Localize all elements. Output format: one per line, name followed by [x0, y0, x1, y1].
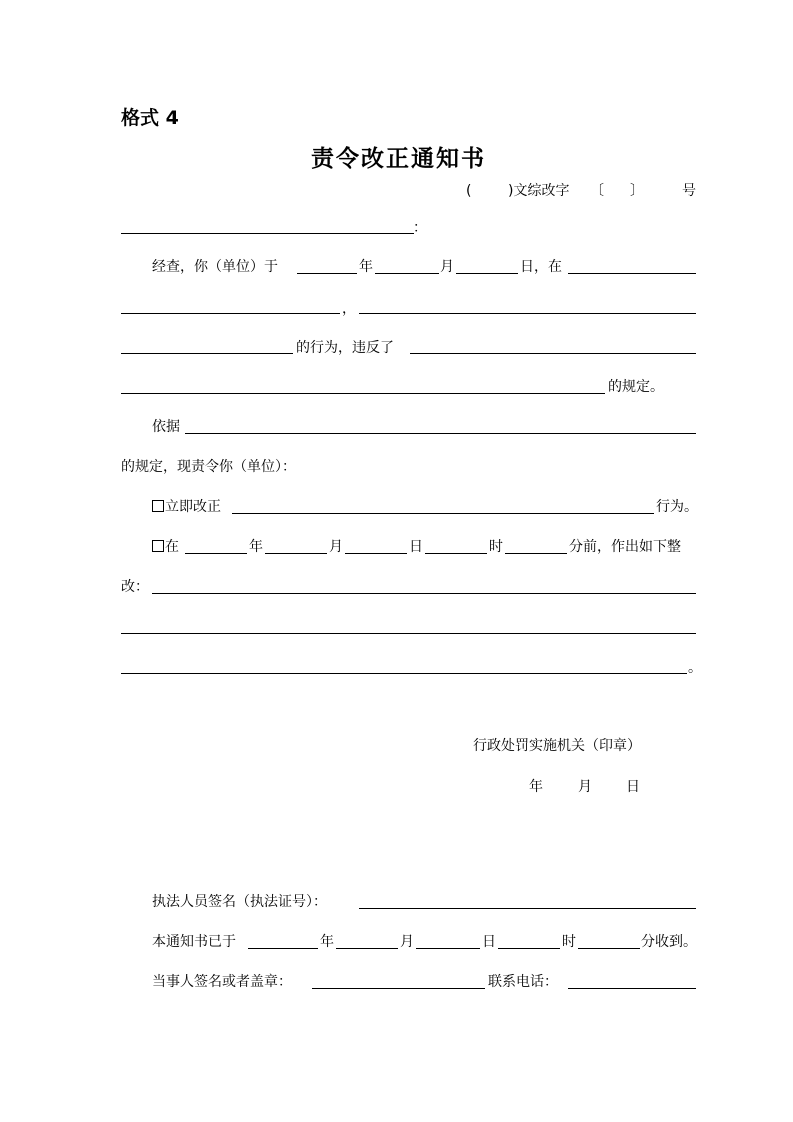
doc-number-word: )文综改字: [508, 183, 570, 199]
rectify-prefix: 改：: [121, 579, 149, 595]
doc-number-open-paren: (: [466, 183, 472, 199]
received-year-label: 年: [320, 934, 334, 950]
deadline-label: 在: [165, 539, 179, 555]
deadline-month-label: 月: [329, 539, 343, 555]
according-to-label: 依据: [152, 419, 180, 435]
deadline-minute-label: 分前，作出如下整: [569, 539, 681, 555]
behavior-blank[interactable]: [359, 313, 696, 314]
immediate-label: 立即改正: [165, 499, 221, 515]
deadline-year-blank[interactable]: [185, 553, 247, 554]
doc-number-close-bracket: 〕: [630, 183, 644, 199]
issue-date-day-label: 日: [626, 779, 640, 795]
finding-year-blank[interactable]: [297, 273, 357, 274]
recipient-blank[interactable]: [121, 233, 414, 234]
immediate-behavior-blank[interactable]: [232, 513, 654, 514]
received-prefix: 本通知书已于: [152, 934, 236, 950]
received-minute-blank[interactable]: [578, 948, 640, 949]
option-immediate: [152, 500, 221, 514]
location-continued-blank[interactable]: [121, 313, 340, 314]
document-title: 责令改正通知书: [311, 145, 486, 172]
rectify-blank-3[interactable]: [121, 673, 687, 674]
deadline-hour-blank[interactable]: [425, 553, 487, 554]
deadline-hour-label: 时: [489, 539, 503, 555]
rectify-blank-1[interactable]: [152, 593, 696, 594]
authority-seal-label: 行政处罚实施机关（印章）: [473, 738, 641, 754]
finding-month-label: 月: [440, 259, 454, 275]
finding-prefix: 经查，你（单位）于: [152, 259, 278, 275]
finding-day-blank[interactable]: [456, 273, 518, 274]
immediate-checkbox[interactable]: [152, 500, 164, 512]
deadline-day-label: 日: [409, 539, 423, 555]
received-day-blank[interactable]: [416, 948, 480, 949]
violated-regulation-blank[interactable]: [410, 353, 696, 354]
immediate-suffix: 行为。: [656, 499, 698, 515]
finding-month-blank[interactable]: [375, 273, 439, 274]
rectify-blank-2[interactable]: [121, 633, 696, 634]
deadline-checkbox[interactable]: [152, 540, 164, 552]
deadline-month-blank[interactable]: [265, 553, 327, 554]
received-year-blank[interactable]: [248, 948, 318, 949]
phone-blank[interactable]: [568, 988, 696, 989]
regulation-end-label: 的规定。: [608, 379, 664, 395]
officer-sign-blank[interactable]: [359, 908, 696, 909]
received-day-label: 日: [482, 934, 496, 950]
deadline-minute-blank[interactable]: [505, 553, 567, 554]
received-hour-blank[interactable]: [498, 948, 560, 949]
issue-date-year-label: 年: [529, 779, 543, 795]
phone-label: 联系电话：: [488, 974, 558, 990]
doc-number-suffix: 号: [682, 183, 696, 199]
deadline-day-blank[interactable]: [345, 553, 407, 554]
finding-year-label: 年: [359, 259, 373, 275]
finding-day-at-label: 日，在: [520, 259, 562, 275]
rectify-period: 。: [688, 660, 702, 676]
finding-location-blank[interactable]: [568, 273, 696, 274]
order-statement: 的规定，现责令你（单位）：: [121, 459, 296, 475]
received-month-blank[interactable]: [336, 948, 398, 949]
officer-sign-label: 执法人员签名（执法证号）：: [152, 894, 327, 910]
party-sign-blank[interactable]: [312, 988, 485, 989]
doc-number-open-bracket: 〔: [590, 183, 604, 199]
received-hour-label: 时: [562, 934, 576, 950]
behavior-continued-blank[interactable]: [121, 353, 293, 354]
comma-separator: ，: [342, 301, 356, 317]
received-suffix: 分收到。: [641, 934, 697, 950]
behavior-violated-label: 的行为，违反了: [296, 340, 394, 356]
party-sign-label: 当事人签名或者盖章：: [152, 974, 292, 990]
received-month-label: 月: [400, 934, 414, 950]
format-label: 格式 4: [121, 107, 179, 129]
option-deadline: [152, 540, 179, 554]
recipient-colon: ：: [413, 220, 427, 236]
issue-date-month-label: 月: [578, 779, 592, 795]
regulation-continued-blank[interactable]: [121, 393, 605, 394]
deadline-year-label: 年: [249, 539, 263, 555]
legal-basis-blank[interactable]: [185, 433, 696, 434]
